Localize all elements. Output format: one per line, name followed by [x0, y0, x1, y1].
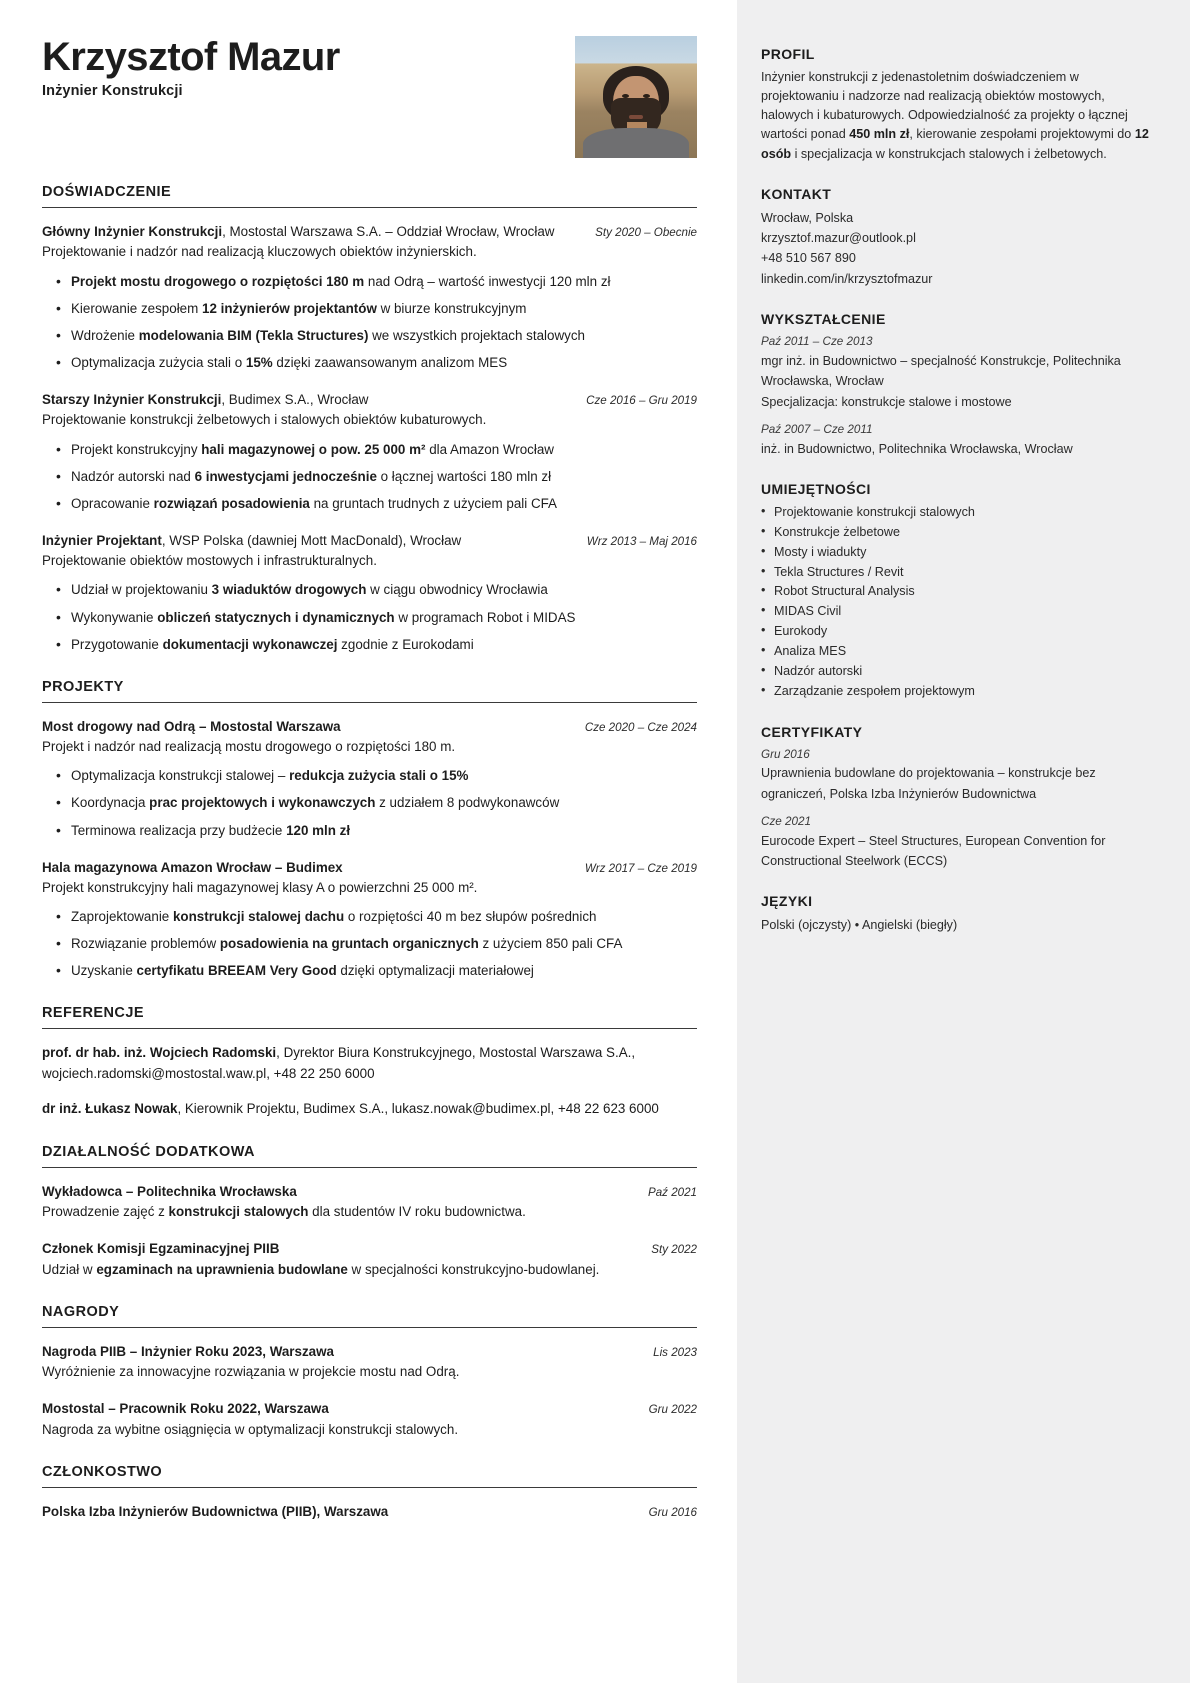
activity-entry [42, 1182, 697, 1223]
contact-line[interactable]: linkedin.com/in/krzysztofmazur [761, 271, 933, 286]
entry-bullets [42, 580, 697, 654]
bullet-item: • Udział w projektowaniu 3 wiaduktów drogowych w ciągu obwodnicy Wrocławia [42, 580, 697, 600]
entry-role: Polska Izba Inżynierów Budownictwa (PIIB), Warszawa [42, 1503, 389, 1519]
entry-summary: Projekt i nadzór nad realizacją mostu drogowego o rozpiętości 180 m. [42, 739, 456, 755]
resume-header [42, 36, 697, 158]
entry-date: Sty 2020 – Obecnie [595, 226, 697, 239]
skill-item: • Nadzór autorski [761, 662, 1152, 682]
entry-title [42, 1502, 635, 1521]
bullet-item: • Zaprojektowanie konstrukcji stalowej dachu o rozpiętości 40 m bez słupów pośrednich [42, 907, 697, 927]
entry-date: Wrz 2013 – Maj 2016 [586, 534, 697, 548]
entry-role: Most drogowy nad Odrą – Mostostal Warszawa [42, 718, 341, 734]
entry-header [42, 1502, 697, 1521]
sidebar-heading-skills: UMIEJĘTNOŚCI [761, 480, 871, 497]
entry-title: Starszy Inżynier Konstrukcji, Budimex S.A., Wrocław [42, 391, 369, 407]
bullet-item: • Optymalizacja zużycia stali o 15% dzięki zaawansowanym analizom MES [42, 353, 697, 373]
sidebar-heading-education: WYKSZTAŁCENIE [761, 311, 886, 328]
skill-item: • Zarządzanie zespołem projektowym [761, 682, 1152, 702]
entry-title [42, 1182, 634, 1201]
entry-role: Mostostal – Pracownik Roku 2022, Warszawa [42, 1401, 329, 1417]
entry-role: Hala magazynowa Amazon Wrocław – Budimex [42, 859, 343, 875]
skills-list [761, 503, 1152, 702]
bullet-highlight: redukcja zużycia stali o 15% [289, 768, 469, 784]
certificate-date: Cze 2021 [761, 815, 812, 829]
skill-item: • Eurokody [761, 622, 1152, 642]
entry-summary: Projekt konstrukcyjny hali magazynowej klasy A o powierzchni 25 000 m². [42, 880, 478, 896]
photo-body [583, 128, 689, 158]
photo-eye-right [643, 94, 650, 98]
entry-role: Wykładowca – Politechnika Wrocławska [42, 1183, 297, 1199]
skill-item: • Analiza MES [761, 642, 1152, 662]
entry-role: Starszy Inżynier Konstrukcji [42, 391, 222, 407]
bullet-item: • Opracowanie rozwiązań posadowienia na gruntach trudnych z użyciem pali CFA [42, 494, 697, 514]
entry-summary: Udział w egzaminach na uprawnienia budowlane w specjalności konstrukcyjno-budowlanej. [42, 1261, 600, 1277]
entry-date: Cze 2020 – Cze 2024 [584, 720, 697, 734]
entry-date: Gru 2016 [648, 1505, 697, 1519]
bullet-highlight: certyfikatu BREEAM Very Good [136, 963, 337, 979]
skill-item: • Konstrukcje żelbetowe [761, 523, 1152, 543]
profile-photo [575, 36, 697, 158]
entry-header [42, 858, 697, 877]
bullet-highlight: 12 inżynierów projektantów [202, 300, 377, 316]
section-experience [42, 184, 697, 655]
entry-summary: Prowadzenie zajęć z konstrukcji stalowych dla studentów IV roku budownictwa. [42, 1204, 526, 1220]
certificate-entry [761, 813, 1152, 871]
bullet-highlight: obliczeń statycznych i dynamicznych [157, 609, 395, 625]
skill-item: • MIDAS Civil [761, 602, 1152, 622]
entry-summary: Projektowanie konstrukcji żelbetowych i stalowych obiektów kubaturowych. [42, 412, 487, 428]
entry-date: Wrz 2017 – Cze 2019 [584, 861, 697, 875]
project-entry [42, 717, 697, 841]
certificate-entry [761, 746, 1152, 804]
entry-summary: Projektowanie i nadzór nad realizacją kluczowych obiektów inżynierskich. [42, 244, 477, 260]
bullet-item: • Rozwiązanie problemów posadowienia na gruntach organicznych z użyciem 850 pali CFA [42, 934, 697, 954]
bullet-item: • Wdrożenie modelowania BIM (Tekla Structures) we wszystkich projektach stalowych [42, 326, 697, 346]
bullet-item: • Projekt mostu drogowego o rozpiętości 180 m nad Odrą – wartość inwestycji 120 mln zł [42, 272, 697, 292]
bullet-item: • Uzyskanie certyfikatu BREEAM Very Good dzięki optymalizacji materiałowej [42, 961, 697, 981]
reference-entry [42, 1043, 697, 1084]
entry-date: Gru 2022 [648, 1403, 697, 1417]
photo-eye-left [622, 94, 629, 98]
bullet-highlight: 120 mln zł [286, 822, 351, 838]
education-entry [761, 421, 1152, 459]
activity-entry [42, 1239, 697, 1280]
entry-header [42, 222, 697, 241]
section-heading-activity: DZIAŁALNOŚĆ DODATKOWA [42, 1144, 697, 1168]
entry-summary-highlight: egzaminach na uprawnienia budowlane [96, 1261, 348, 1277]
bullet-item: • Kierowanie zespołem 12 inżynierów projektantów w biurze konstrukcyjnym [42, 299, 697, 319]
project-entry [42, 858, 697, 982]
bullet-highlight: rozwiązań posadowienia [153, 495, 310, 511]
entry-summary: Wyróżnienie za innowacyjne rozwiązania w projekcie mostu nad Odrą. [42, 1364, 460, 1380]
membership-entry [42, 1502, 697, 1521]
entry-header [42, 717, 697, 736]
bullet-highlight: 6 inwestycjami jednocześnie [194, 468, 377, 484]
section-heading-experience: DOŚWIADCZENIE [42, 184, 697, 208]
entry-header [42, 390, 697, 409]
entry-header [42, 1399, 697, 1418]
education-date: Paź 2007 – Cze 2011 [761, 422, 873, 436]
section-projects [42, 679, 697, 982]
experience-entry [42, 390, 697, 514]
education-entry [761, 333, 1152, 412]
bullet-highlight: hali magazynowej o pow. 25 000 m² [201, 441, 426, 457]
entry-date: Lis 2023 [653, 1345, 697, 1359]
identity-block [42, 36, 340, 99]
entry-title [42, 1239, 637, 1258]
sidebar-section-languages [761, 893, 1152, 935]
education-entry-list [761, 333, 1152, 459]
section-membership [42, 1464, 697, 1521]
awards-entry-list [42, 1342, 697, 1440]
certificate-date: Gru 2016 [761, 747, 810, 761]
photo-mouth [629, 115, 643, 119]
section-activity [42, 1144, 697, 1280]
profile-text-1: Inżynier konstrukcji z jedenastoletnim doświadczeniem w projektowaniu i nadzorze nad realizacją obiektów mostowych, halowych i kubaturowych. Odpowiedzialność za projekty o łącznej wartości ponad [761, 70, 1128, 142]
candidate-job-title: Inżynier Konstrukcji [42, 83, 183, 100]
section-awards [42, 1304, 697, 1440]
profile-bold-2: 12 osób [761, 127, 1149, 161]
sidebar-heading-languages: JĘZYKI [761, 893, 813, 910]
entry-title [42, 717, 571, 736]
certificate-text: Uprawnienia budowlane do projektowania – konstrukcje bez ograniczeń, Polska Izba Inżynierów Budownictwa [761, 766, 1096, 801]
bullet-highlight: posadowienia na gruntach organicznych [219, 936, 479, 952]
bullet-highlight: modelowania BIM (Tekla Structures) [138, 327, 369, 343]
bullet-highlight: dokumentacji wykonawczej [162, 636, 338, 652]
languages-text: Polski (ojczysty) • Angielski (biegły) [761, 918, 958, 933]
entry-title [42, 1399, 635, 1418]
sidebar-section-contact [761, 186, 1152, 290]
skill-item: • Robot Structural Analysis [761, 582, 1152, 602]
skill-item: • Projektowanie konstrukcji stalowych [761, 503, 1152, 523]
bullet-highlight: konstrukcji stalowej dachu [172, 909, 345, 925]
reference-name: prof. dr hab. inż. Wojciech Radomski [42, 1045, 277, 1061]
skill-item: • Mosty i wiadukty [761, 543, 1152, 563]
sidebar-heading-contact: KONTAKT [761, 185, 832, 202]
sidebar-section-profile [761, 46, 1152, 164]
education-degree: mgr inż. in Budownictwo – specjalność Konstrukcje, Politechnika Wrocławska, Wrocław [761, 353, 1121, 389]
skill-item: • Tekla Structures / Revit [761, 563, 1152, 583]
entry-summary: Projektowanie obiektów mostowych i infrastrukturalnych. [42, 553, 377, 569]
bullet-highlight: prac projektowych i wykonawczych [149, 795, 376, 811]
profile-summary [761, 68, 1152, 164]
education-extra: Specjalizacja: konstrukcje stalowe i mostowe [761, 394, 1012, 409]
bullet-item: • Wykonywanie obliczeń statycznych i dynamicznych w programach Robot i MIDAS [42, 608, 697, 628]
bullet-item: • Koordynacja prac projektowych i wykonawczych z udziałem 8 podwykonawców [42, 793, 697, 813]
sidebar-heading-profile: PROFIL [761, 46, 815, 62]
entry-bullets [42, 272, 697, 373]
bullet-item: • Projekt konstrukcyjny hali magazynowej o pow. 25 000 m² dla Amazon Wrocław [42, 440, 697, 460]
entry-date: Cze 2016 – Gru 2019 [586, 393, 697, 407]
award-entry [42, 1342, 697, 1383]
entry-header [42, 1342, 697, 1361]
entry-bullets [42, 907, 697, 981]
candidate-name: Krzysztof Mazur [42, 35, 340, 79]
sidebar-section-certificates [761, 724, 1152, 872]
entry-header [42, 1182, 697, 1201]
entry-date: Paź 2021 [648, 1185, 697, 1199]
section-heading-projects: PROJEKTY [42, 679, 697, 703]
entry-bullets [42, 440, 697, 514]
entry-title: Inżynier Projektant, WSP Polska (dawniej Mott MacDonald), Wrocław [42, 532, 462, 548]
entry-role: Członek Komisji Egzaminacyjnej PIIB [42, 1241, 280, 1257]
experience-entry [42, 531, 697, 655]
reference-name: dr inż. Łukasz Nowak [42, 1101, 178, 1117]
entry-date: Sty 2022 [651, 1243, 697, 1257]
entry-title [42, 858, 571, 877]
profile-text-3: i specjalizacja w konstrukcjach stalowych i żelbetowych. [791, 146, 1107, 161]
reference-details: , Kierownik Projektu, Budimex S.A., lukasz.nowak@budimex.pl, +48 22 623 6000 [177, 1101, 659, 1117]
bullet-item: • Nadzór autorski nad 6 inwestycjami jednocześnie o łącznej wartości 180 mln zł [42, 467, 697, 487]
certificates-entry-list [761, 746, 1152, 872]
contact-line[interactable]: +48 510 567 890 [761, 251, 856, 266]
education-date: Paź 2011 – Cze 2013 [761, 335, 873, 349]
experience-entry-list [42, 222, 697, 655]
entry-title: Główny Inżynier Konstrukcji, Mostostal Warszawa S.A. – Oddział Wrocław, Wrocław [42, 224, 555, 239]
entry-bullets [42, 766, 697, 840]
references-entry-list [42, 1043, 697, 1119]
contact-line[interactable]: Wrocław, Polska [761, 210, 854, 225]
entry-header [42, 1239, 697, 1258]
award-entry [42, 1399, 697, 1440]
section-heading-references: REFERENCJE [42, 1005, 697, 1029]
section-references [42, 1005, 697, 1119]
profile-bold-1: 450 mln zł [849, 127, 910, 142]
entry-summary-highlight: konstrukcji stalowych [168, 1204, 309, 1220]
entry-title [42, 1342, 639, 1361]
reference-details: , Dyrektor Biura Konstrukcyjnego, Mostostal Warszawa S.A., wojciech.radomski@mostostal.waw.pl, +48 22 250 6000 [42, 1045, 636, 1081]
contact-line-list [761, 208, 1152, 290]
section-heading-awards: NAGRODY [42, 1304, 697, 1328]
bullet-item: • Optymalizacja konstrukcji stalowej – redukcja zużycia stali o 15% [42, 766, 697, 786]
bullet-highlight: 15% [245, 354, 273, 370]
experience-entry [42, 222, 697, 373]
entry-role: Główny Inżynier Konstrukcji [42, 224, 223, 239]
entry-role: Inżynier Projektant [42, 532, 162, 548]
contact-line[interactable]: krzysztof.mazur@outlook.pl [761, 231, 916, 246]
membership-entry-list [42, 1502, 697, 1521]
entry-role: Nagroda PIIB – Inżynier Roku 2023, Warszawa [42, 1343, 334, 1359]
reference-entry [42, 1099, 697, 1119]
activity-entry-list [42, 1182, 697, 1280]
bullet-item: • Przygotowanie dokumentacji wykonawczej zgodnie z Eurokodami [42, 635, 697, 655]
bullet-item: • Terminowa realizacja przy budżecie 120 mln zł [42, 821, 697, 841]
sidebar-section-education [761, 311, 1152, 459]
education-degree: inż. in Budownictwo, Politechnika Wrocławska, Wrocław [761, 441, 1073, 456]
sidebar-section-skills [761, 481, 1152, 702]
bullet-highlight: Projekt mostu drogowego o rozpiętości 180 m [71, 273, 365, 289]
certificate-text: Eurocode Expert – Steel Structures, European Convention for Constructional Steelwork (ECCS) [761, 833, 1106, 869]
sidebar-heading-certificates: CERTYFIKATY [761, 723, 863, 740]
projects-entry-list [42, 717, 697, 982]
bullet-highlight: 3 wiaduktów drogowych [211, 582, 367, 598]
profile-text-2: , kierowanie zespołami projektowymi do [909, 127, 1135, 142]
entry-summary: Nagroda za wybitne osiągnięcia w optymalizacji konstrukcji stalowych. [42, 1421, 459, 1437]
sidebar-column [737, 0, 1190, 1683]
entry-header [42, 531, 697, 550]
section-heading-membership: CZŁONKOSTWO [42, 1464, 697, 1488]
